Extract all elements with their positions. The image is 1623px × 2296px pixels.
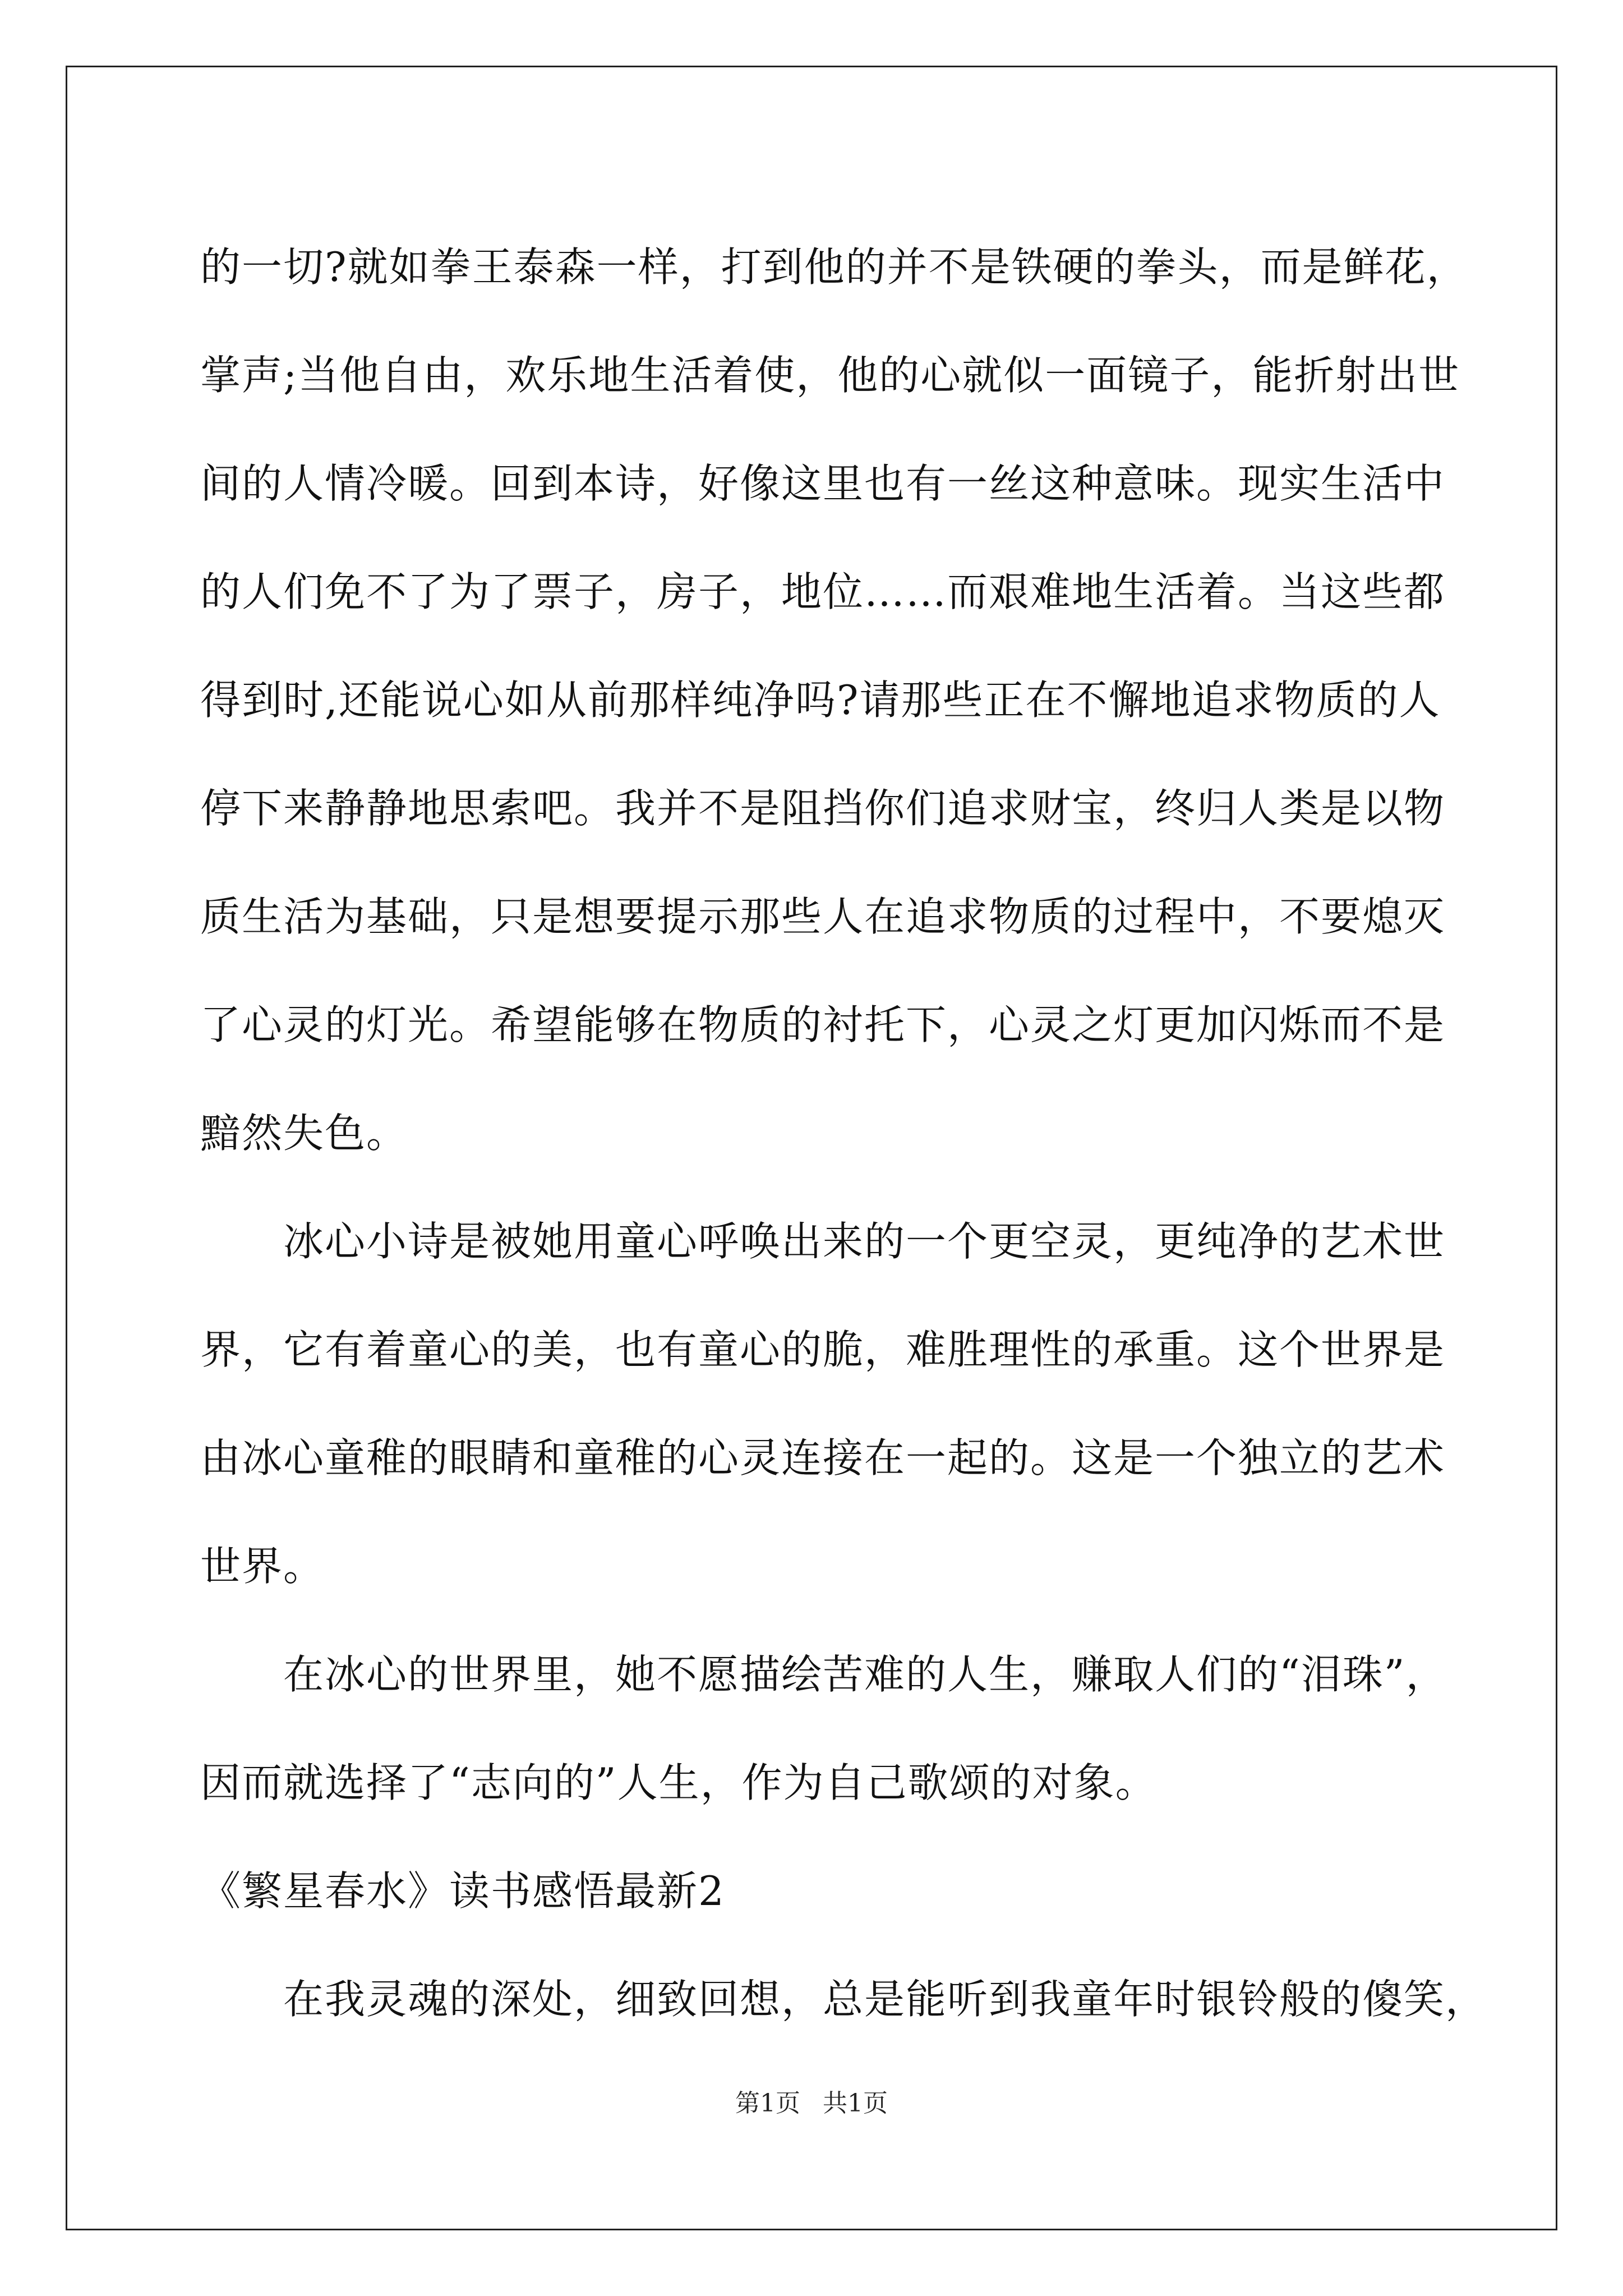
text-line: 质生活为基础，只是想要提示那些人在追求物质的过程中，不要熄灭: [200, 893, 1446, 940]
text-line: 掌声;当他自由，欢乐地生活着使，他的心就似一面镜子，能折射出世: [200, 352, 1460, 399]
paragraph-start-line: 在冰心的世界里，她不愿描绘苦难的人生，赚取人们的“泪珠”，: [283, 1651, 1447, 1698]
text-line: 黯然失色。: [200, 1110, 408, 1157]
text-line: 界，它有着童心的美，也有童心的脆，难胜理性的承重。这个世界是: [200, 1326, 1446, 1373]
text-line: 得到时,还能说心如从前那样纯净吗?请那些正在不懈地追求物质的人: [200, 677, 1441, 724]
text-line: 的一切?就如拳王泰森一样，打到他的并不是铁硬的拳头，而是鲜花，: [200, 243, 1468, 291]
text-line: 世界。: [200, 1543, 325, 1590]
document-body: [200, 213, 1487, 2054]
paragraph-start-line: 在我灵魂的深处，细致回想，总是能听到我童年时银铃般的傻笑，: [283, 1976, 1487, 2023]
text-line: 间的人情冷暖。回到本诗，好像这里也有一丝这种意味。现实生活中: [200, 460, 1446, 507]
total-pages: 共1页: [823, 2089, 888, 2118]
text-line: 的人们免不了为了票子，房子，地位……而艰难地生活着。当这些都: [200, 568, 1446, 615]
page-number: 第1页: [735, 2089, 800, 2118]
page-footer: [0, 2087, 1623, 2120]
text-line: 了心灵的灯光。希望能够在物质的衬托下，心灵之灯更加闪烁而不是: [200, 1001, 1446, 1048]
text-line: 因而就选择了“志向的”人生，作为自己歌颂的对象。: [200, 1759, 1157, 1806]
text-line: 由冰心童稚的眼睛和童稚的心灵连接在一起的。这是一个独立的艺术: [200, 1434, 1446, 1481]
text-line: 停下来静静地思索吧。我并不是阻挡你们追求财宝，终归人类是以物: [200, 785, 1446, 832]
paragraph-start-line: 冰心小诗是被她用童心呼唤出来的一个更空灵，更纯净的艺术世: [283, 1218, 1446, 1265]
section-heading: 《繁星春水》读书感悟最新2: [200, 1867, 725, 1915]
